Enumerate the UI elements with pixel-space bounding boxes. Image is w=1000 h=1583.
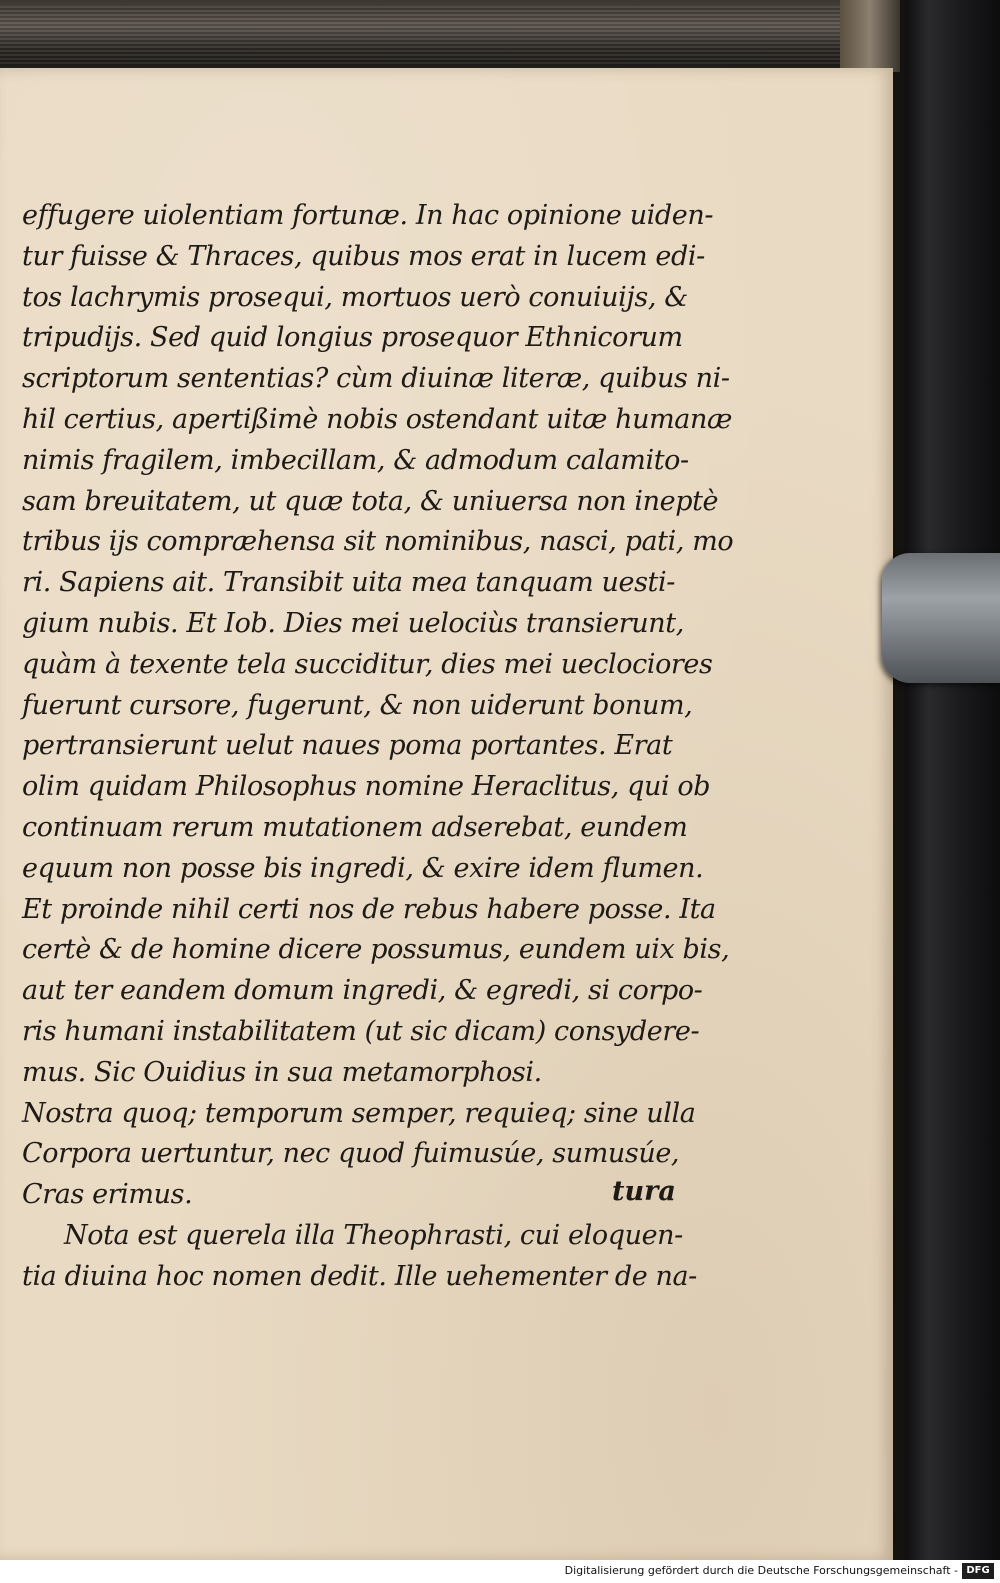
text-line: mus. Sic Ouidius in sua metamorphosi. <box>22 1056 542 1088</box>
text-line: ri. Sapiens ait. Transibit uita mea tanquam uesti- <box>22 567 675 599</box>
book-top-edge <box>0 0 900 72</box>
book-page <box>0 68 893 1560</box>
text-line: continuam rerum mutationem adserebat, eundem <box>22 811 688 843</box>
text-line: Nota est querela illa Theophrasti, cui eloquen- <box>64 1219 683 1251</box>
text-line: fuerunt cursore, fugerunt, & non uiderunt bonum, <box>22 689 693 721</box>
page-text <box>22 196 734 1298</box>
text-line: Et proinde nihil certi nos de rebus habere posse. Ita <box>22 893 716 925</box>
footer-credit: Digitalisierung gefördert durch die Deutsche Forschungsgemeinschaft - <box>564 1564 958 1577</box>
verse-line: Cras erimus. <box>22 1179 193 1211</box>
text-line: aut ter eandem domum ingredi, & egredi, si corpo- <box>22 975 703 1007</box>
text-line: certè & de homine dicere possumus, eundem uix bis, <box>22 934 730 966</box>
catchword: tura <box>612 1176 676 1207</box>
text-line: tripudijs. Sed quid longius prosequor Ethnicorum <box>22 322 683 354</box>
text-line: tos lachrymis prosequi, mortuos uerò conuiuijs, & <box>22 281 688 313</box>
text-line: quàm à texente tela succiditur, dies mei ueclociores <box>22 648 713 680</box>
text-line: sam breuitatem, ut quæ tota, & uniuersa non ineptè <box>22 485 719 517</box>
text-line: ris humani instabilitatem (ut sic dicam) consydere- <box>22 1015 700 1047</box>
page-stack-lines <box>0 6 900 66</box>
page-clip <box>882 553 1000 683</box>
text-line: olim quidam Philosophus nomine Heraclitus, qui ob <box>22 771 711 803</box>
text-line: nimis fragilem, imbecillam, & admodum calamito- <box>22 444 689 476</box>
verse-line: Corpora uertuntur, nec quod fuimusúe, sumusúe, <box>22 1138 680 1170</box>
text-line: tribus ijs compræhensa sit nominibus, nasci, pati, mo <box>22 526 734 558</box>
text-line: hil certius, apertißimè nobis ostendant uitæ humanæ <box>22 403 732 435</box>
text-line: gium nubis. Et Iob. Dies mei uelociùs transierunt, <box>22 607 684 639</box>
book-corner <box>840 0 900 72</box>
verse-line: Nostra quoq; temporum semper, requieq; sine ulla <box>22 1097 696 1129</box>
dfg-logo: DFG <box>962 1563 994 1579</box>
text-line: scriptorum sententias? cùm diuinæ literæ, quibus ni- <box>22 363 730 395</box>
text-line: tur fuisse & Thraces, quibus mos erat in lucem edi- <box>22 240 705 272</box>
text-line: equum non posse bis ingredi, & exire idem flumen. <box>22 852 704 884</box>
text-line: effugere uiolentiam fortunæ. In hac opinione uiden- <box>22 200 714 231</box>
text-line: tia diuina hoc nomen dedit. Ille uehementer de na- <box>22 1260 697 1292</box>
text-line: pertransierunt uelut naues poma portantes. Erat <box>22 730 673 762</box>
book-binding <box>905 0 1000 1560</box>
